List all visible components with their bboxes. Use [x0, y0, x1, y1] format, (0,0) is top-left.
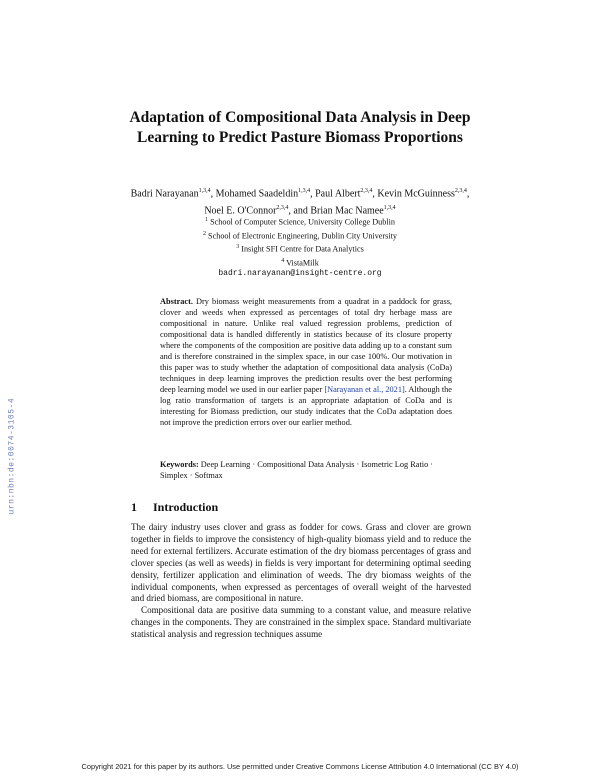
section-heading	[131, 500, 471, 515]
affiliation-text: Insight SFI Centre for Data Analytics	[241, 244, 364, 254]
affiliation-text: School of Computer Science, University College Dublin	[210, 217, 395, 227]
abstract	[160, 296, 452, 428]
paper-title: Adaptation of Compositional Data Analysis in Deep Learning to Predict Pasture Biomass Proportions	[129, 109, 471, 146]
author-affiliation: 1,3,4	[383, 205, 396, 212]
section-number: 1	[131, 500, 137, 514]
author-list: Badri Narayanan$^{1,3,4}$, Mohamed Saadeldin$^{1,3,4}$, Paul Albert$^{2,3,4}$, Kevin McGuinness$^{2,3,4}$, Noel E. O'Connor$^{2,3,4}$, and Brian Mac Namee$^{1,3,4}$	[130, 188, 470, 217]
affiliation-number: 1	[205, 217, 209, 223]
author-affiliation: 1,3,4	[298, 188, 311, 194]
affiliation-text: VistaMilk	[286, 258, 319, 268]
affiliation-list	[150, 215, 450, 280]
author-affiliation: 2,3,4	[454, 188, 467, 194]
keywords-text: Deep Learning · Compositional Data Analysis · Isometric Log Ratio · Simplex · Softmax	[160, 460, 434, 480]
affiliation-item	[150, 242, 450, 256]
affiliation-item	[150, 256, 450, 270]
author-affiliation: 1,3,4	[198, 188, 211, 194]
author-name: Brian Mac Namee	[310, 205, 384, 217]
urn-stamp[interactable]: urn:nbn:de:0074-3105-4	[7, 397, 17, 515]
author-email[interactable]: badri.narayanan@insight-centre.org	[218, 269, 382, 279]
body-paragraph: The dairy industry uses clover and grass as fodder for cows. Grass and clover are grown together in fields to improve the consistency of high-quality biomass yield and to reduce the need for external fertilizers. Accurate estimation of the dry biomass percentages of grass and clover species (as well as weeds) in fields is very important for determining optimal seeding density, fertilizer application and elimination of weeds. The dry biomass weights of the individual components, when expressed as percentages of overall weight of the harvested and dried biomass, are compositional in nature.	[131, 522, 471, 604]
affiliation-item	[150, 229, 450, 243]
affiliation-number: 2	[202, 230, 206, 237]
abstract-text: . Although the log ratio transformation of targets is an appropriate adaptation of CoDa and is interesting for Biomass prediction, our study indicates that the CoDa adaptation does not improve the prediction errors over our earlier method.	[160, 385, 452, 427]
abstract-label: Abstract.	[160, 297, 193, 306]
author-name: Mohamed Saadeldin	[215, 188, 299, 200]
author-name: Kevin McGuinness	[377, 188, 455, 200]
author-name: Noel E. O'Connor	[204, 205, 277, 217]
citation-link[interactable]: [Narayanan et al., 2021]	[324, 385, 405, 394]
keywords-label: Keywords:	[160, 460, 199, 469]
author-name: Badri Narayanan	[130, 188, 199, 200]
affiliation-text: School of Electronic Engineering, Dublin City University	[208, 231, 397, 241]
copyright-footer: Copyright 2021 for this paper by its authors. Use permitted under Creative Commons License Attribution 4.0 International (CC BY 4.0)	[81, 762, 519, 771]
body-paragraph: Compositional data are positive data summing to a constant value, and measure relative changes in the components. They are constrained in the simplex space. Standard multivariate statistical analysis and regression techniques assume	[131, 605, 471, 640]
abstract-text: Dry biomass weight measurements from a quadrat in a paddock for grass, clover and weeds when expressed as percentages of total dry herbage mass are compositional in nature. Unlike real valued regression problems, prediction of compositional data is handled differently in statistics because of its closure property where the components of the composition are positive data adding up to a constant sum and is therefore constrained in the simplex space, in our case 100%. Our motivation in this paper was to study whether the adaptation of compositional data analysis (CoDa) techniques in deep learning improves the prediction results over the best performing deep learning model we used in our earlier paper	[160, 297, 452, 394]
affiliation-number: 3	[236, 244, 240, 251]
affiliation-item	[150, 215, 450, 229]
section-body	[131, 522, 471, 641]
author-affiliation: 2,3,4	[360, 188, 373, 194]
author-name: Paul Albert	[315, 188, 361, 200]
keywords	[160, 459, 452, 481]
affiliation-number: 4	[281, 257, 285, 264]
section-title: Introduction	[153, 500, 219, 514]
author-affiliation: 2,3,4	[276, 205, 289, 212]
